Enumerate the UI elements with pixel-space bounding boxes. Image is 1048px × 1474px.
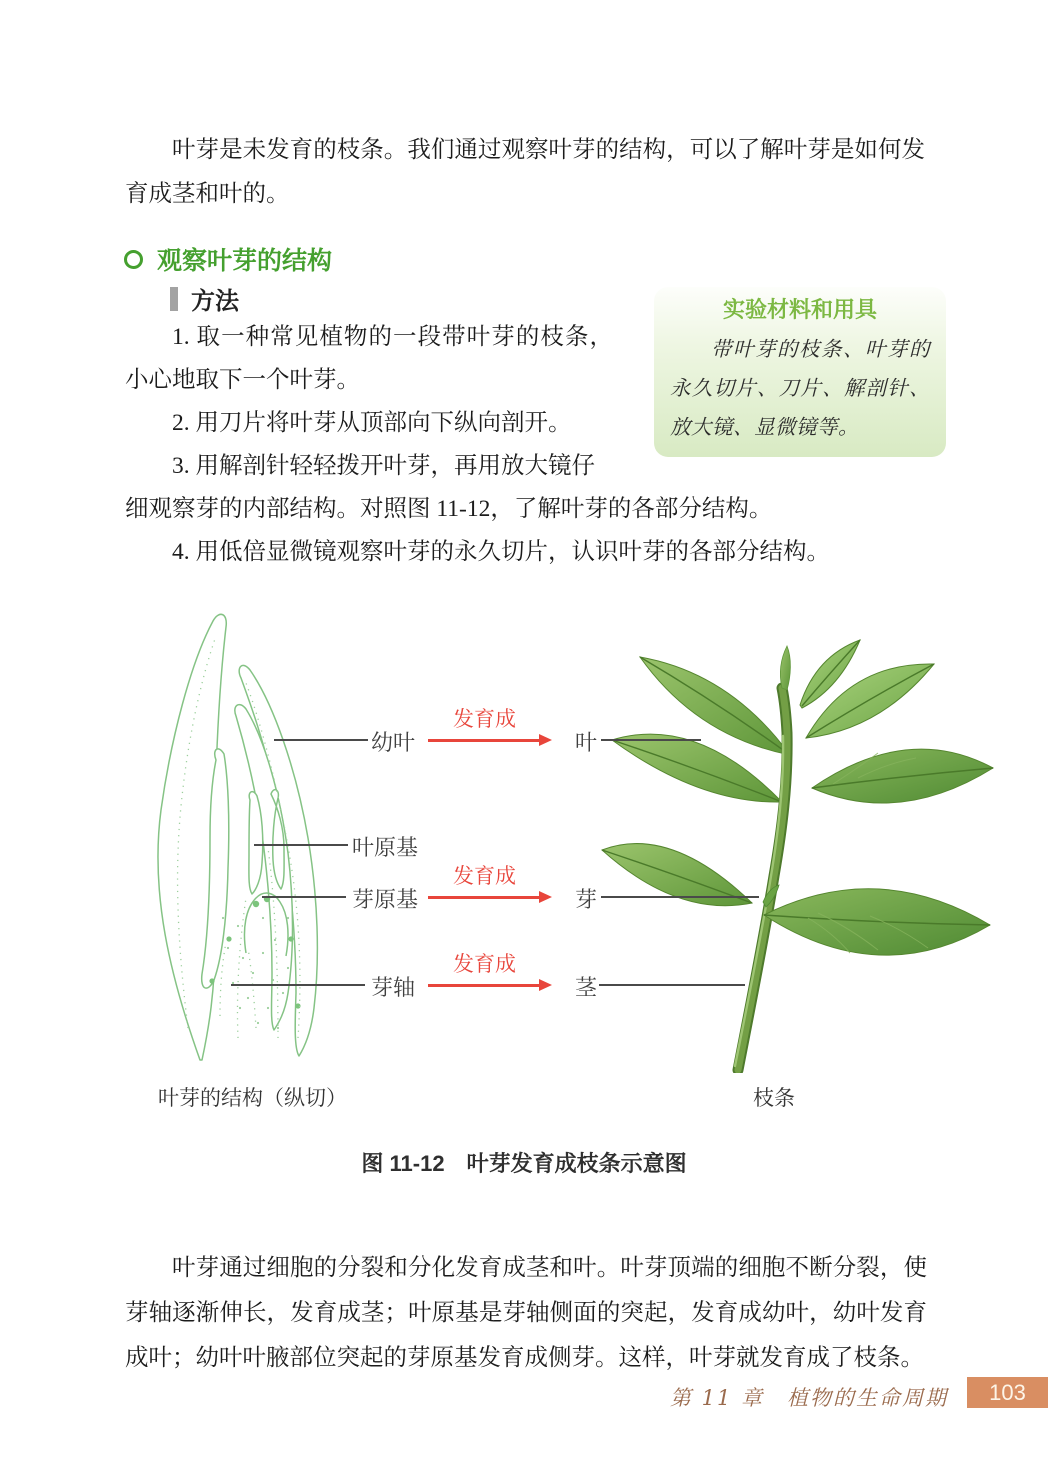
red-arrow-shaft-3 xyxy=(428,984,540,987)
intro-paragraph: 叶芽是未发育的枝条。我们通过观察叶芽的结构，可以了解叶芽是如何发育成茎和叶的。 xyxy=(125,136,925,207)
steps-narrow-column xyxy=(125,316,925,488)
connector-line xyxy=(254,844,348,846)
step-3-line-1: 3. 用解剖针轻轻拨开叶芽，再用放大镜仔 xyxy=(172,453,595,479)
materials-text: 带叶芽的枝条、叶芽的永久切片、刀片、解剖针、放大镜、显微镜等。 xyxy=(670,337,930,439)
connector-line xyxy=(262,896,346,898)
connector-line xyxy=(601,896,759,898)
red-arrow-shaft-1 xyxy=(428,739,540,742)
connector-line xyxy=(231,984,365,986)
branch-illustration xyxy=(578,618,998,1073)
red-arrow-head-1 xyxy=(539,734,552,746)
label-bud-axis: 芽轴 xyxy=(371,975,416,1000)
method-heading: 方法 xyxy=(191,289,239,315)
branch-caption: 枝条 xyxy=(753,1087,795,1110)
method-header xyxy=(170,281,239,316)
method-steps xyxy=(125,316,925,574)
develops-into-label-1: 发育成 xyxy=(453,708,516,731)
method-bar-icon xyxy=(170,287,178,311)
connector-line xyxy=(599,984,745,986)
label-young-leaf: 幼叶 xyxy=(371,730,416,755)
page-number-badge xyxy=(967,1377,1048,1408)
conclusion-paragraph: 叶芽通过细胞的分裂和分化发育成茎和叶。叶芽顶端的细胞不断分裂，使芽轴逐渐伸长，发育成茎；叶原基是芽轴侧面的突起，发育成幼叶，幼叶发育成叶；幼叶叶腋部位突起的芽原基发育成侧芽。这样，叶芽就发育成了枝条。 xyxy=(125,1254,927,1371)
figure-11-12 xyxy=(0,598,1048,1143)
section-circle-icon xyxy=(124,250,143,269)
red-arrow-shaft-2 xyxy=(428,896,540,899)
red-arrow-head-2 xyxy=(539,891,552,903)
page-number: 103 xyxy=(989,1380,1026,1405)
develops-into-label-2: 发育成 xyxy=(453,865,516,888)
section-header xyxy=(124,241,332,277)
step-4: 4. 用低倍显微镜观察叶芽的永久切片，认识叶芽的各部分结构。 xyxy=(172,539,830,565)
label-bud: 芽 xyxy=(575,887,598,912)
red-arrow-head-3 xyxy=(539,979,552,991)
label-leaf: 叶 xyxy=(575,730,598,755)
figure-caption: 图 11-12 叶芽发育成枝条示意图 xyxy=(361,1151,687,1176)
bud-caption: 叶芽的结构（纵切） xyxy=(158,1087,347,1110)
leaf-bud-section-illustration xyxy=(128,608,363,1063)
label-leaf-primordium: 叶原基 xyxy=(352,835,419,860)
section-title: 观察叶芽的结构 xyxy=(157,247,333,275)
step-2: 2. 用刀片将叶芽从顶部向下纵向剖开。 xyxy=(172,410,572,436)
footer-chapter-title: 第 11 章 植物的生命周期 xyxy=(669,1386,948,1410)
materials-title: 实验材料和用具 xyxy=(722,297,877,322)
step-3-line-2: 细观察芽的内部结构。对照图 11-12，了解叶芽的各部分结构。 xyxy=(125,496,773,522)
develops-into-label-3: 发育成 xyxy=(453,953,516,976)
connector-line xyxy=(274,739,368,741)
connector-line xyxy=(601,739,701,741)
label-bud-primordium: 芽原基 xyxy=(352,887,419,912)
step-1: 1. 取一种常见植物的一段带叶芽的枝条，小心地取下一个叶芽。 xyxy=(125,324,613,393)
label-stem: 茎 xyxy=(575,975,598,1000)
